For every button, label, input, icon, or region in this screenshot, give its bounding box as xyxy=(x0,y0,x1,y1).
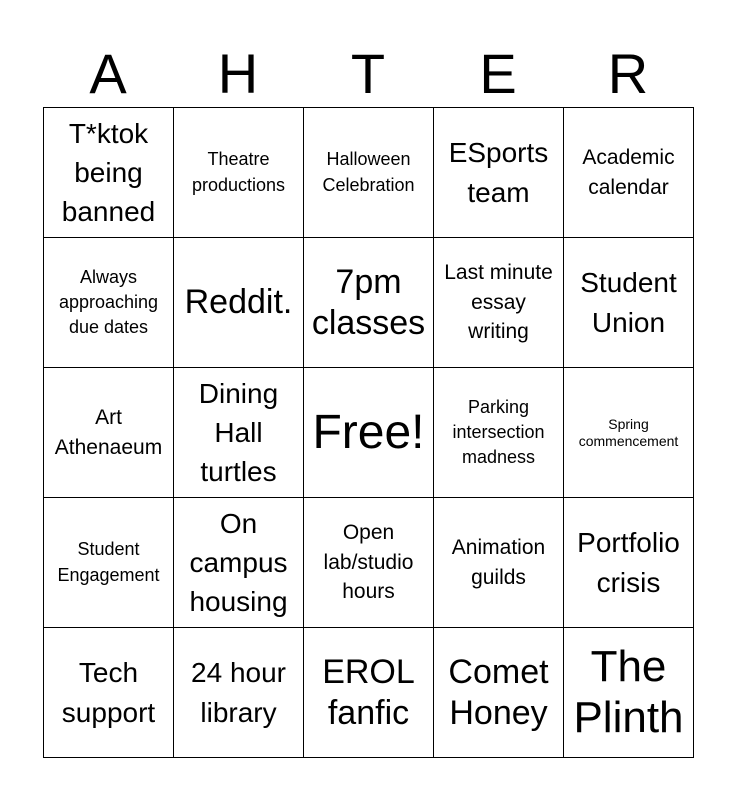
bingo-cell[interactable] xyxy=(174,108,304,238)
cell-label: ESports team xyxy=(448,137,549,208)
bingo-cell[interactable] xyxy=(44,108,174,238)
cell-label: Comet Honey xyxy=(448,652,549,732)
cell-label: Academic calendar xyxy=(582,146,675,199)
bingo-cell[interactable] xyxy=(564,498,694,628)
bingo-cell[interactable] xyxy=(564,238,694,368)
cell-label: Spring commencement xyxy=(578,416,679,449)
header-letter-e: E xyxy=(479,42,517,105)
cell-label: Student Union xyxy=(580,267,677,338)
bingo-cell[interactable] xyxy=(434,498,564,628)
cell-label: Theatre productions xyxy=(191,149,286,195)
bingo-cell[interactable] xyxy=(44,498,174,628)
cell-label: The Plinth xyxy=(573,641,684,742)
bingo-cell[interactable] xyxy=(434,628,564,758)
cell-label: Always approaching due dates xyxy=(58,266,159,338)
cell-label: Open lab/studio hours xyxy=(323,521,414,604)
cell-label: 24 hour library xyxy=(191,657,286,728)
bingo-cell[interactable] xyxy=(174,368,304,498)
cell-label: Student Engagement xyxy=(57,539,160,585)
cell-label: Tech support xyxy=(61,657,156,728)
bingo-cell[interactable] xyxy=(304,108,434,238)
cell-label: Animation guilds xyxy=(451,536,546,589)
header-letter-h: H xyxy=(217,42,259,105)
free-space-label: Free! xyxy=(312,405,425,459)
cell-label: Art Athenaeum xyxy=(54,406,163,459)
bingo-cell[interactable] xyxy=(304,238,434,368)
free-space-cell[interactable] xyxy=(304,368,434,498)
bingo-cell[interactable] xyxy=(564,368,694,498)
bingo-cell[interactable] xyxy=(174,238,304,368)
cell-label: T*ktok being banned xyxy=(61,117,156,228)
bingo-cell[interactable] xyxy=(44,238,174,368)
bingo-cell[interactable] xyxy=(564,628,694,758)
bingo-cell[interactable] xyxy=(434,238,564,368)
bingo-board xyxy=(43,107,694,758)
bingo-cell[interactable] xyxy=(304,628,434,758)
cell-label: Halloween Celebration xyxy=(322,149,415,195)
header-letter-t: T xyxy=(350,42,386,105)
bingo-cell[interactable] xyxy=(174,498,304,628)
bingo-cell[interactable] xyxy=(434,108,564,238)
cell-label: On campus housing xyxy=(189,507,288,618)
cell-label: Portfolio crisis xyxy=(577,527,680,598)
header-letter-r: R xyxy=(607,42,649,105)
bingo-cell[interactable] xyxy=(44,628,174,758)
bingo-cell[interactable] xyxy=(434,368,564,498)
bingo-cell[interactable] xyxy=(44,368,174,498)
cell-label: Last minute essay writing xyxy=(444,261,553,344)
cell-label: Parking intersection madness xyxy=(452,396,545,468)
cell-label: Dining Hall turtles xyxy=(198,377,279,488)
header-letter-a: A xyxy=(89,42,127,105)
cell-label: Reddit. xyxy=(184,283,293,322)
cell-label: 7pm classes xyxy=(311,262,426,342)
bingo-cell[interactable] xyxy=(174,628,304,758)
bingo-cell[interactable] xyxy=(564,108,694,238)
bingo-header xyxy=(43,40,693,108)
cell-label: EROL fanfic xyxy=(322,652,415,732)
bingo-cell[interactable] xyxy=(304,498,434,628)
